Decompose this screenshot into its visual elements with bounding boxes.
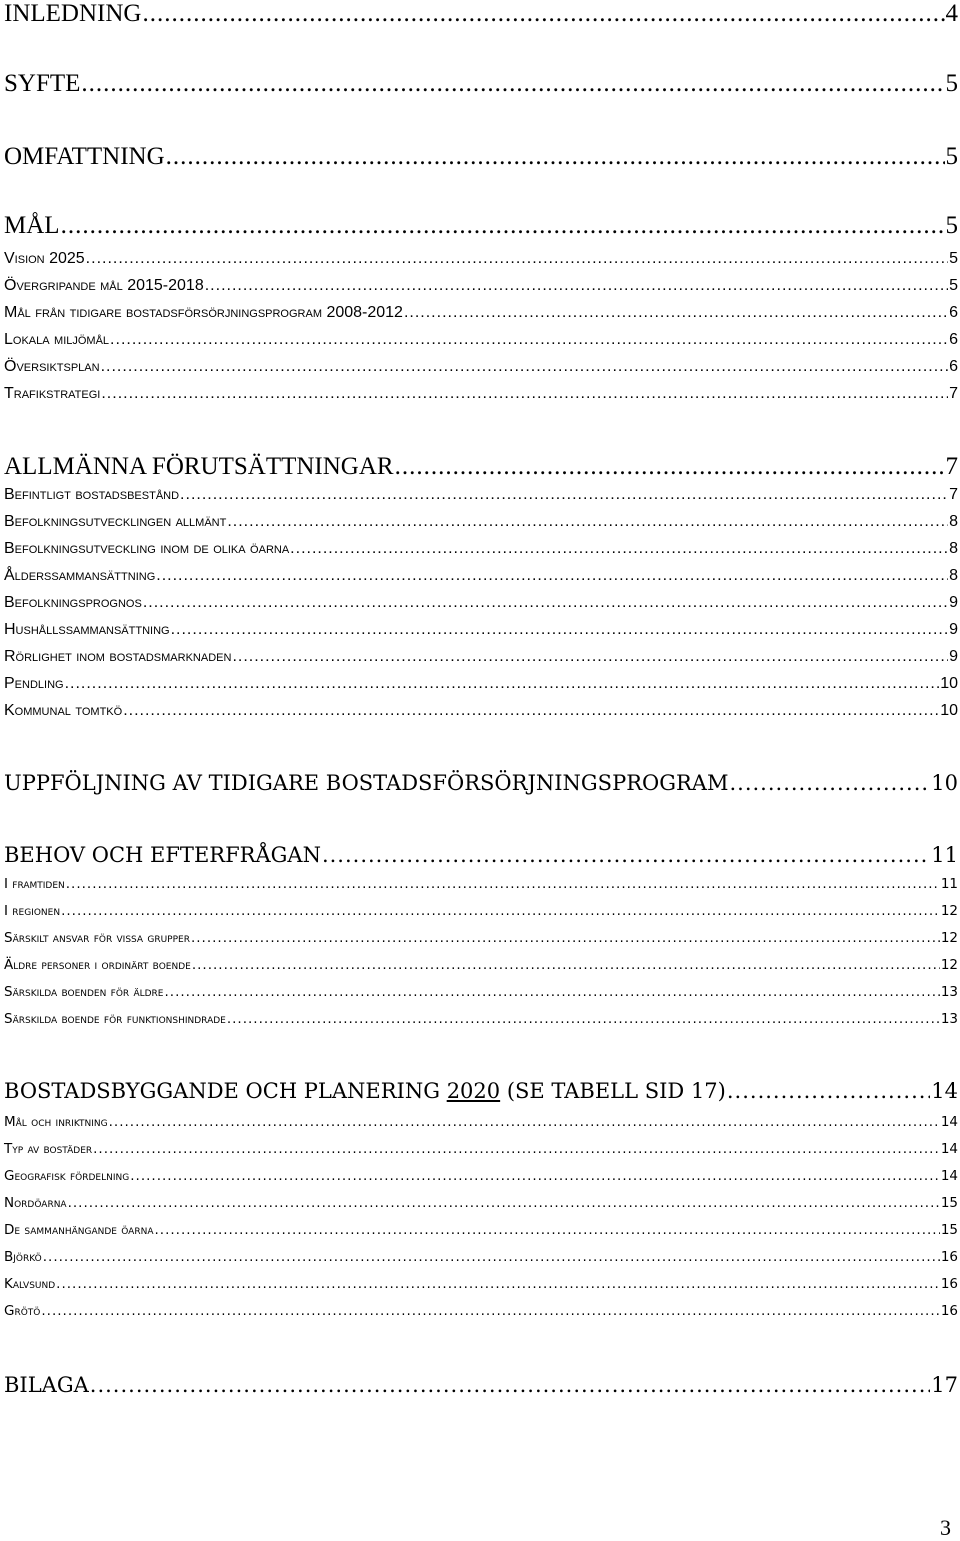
toc-entry-page: 10	[940, 675, 958, 692]
dot-leader	[43, 1249, 940, 1265]
toc-entry[interactable]	[4, 143, 958, 173]
dot-leader	[395, 453, 945, 481]
toc-entry-page: 4	[945, 0, 958, 27]
dot-leader	[123, 702, 939, 720]
toc-entry[interactable]	[4, 702, 958, 722]
toc-entry[interactable]	[4, 1276, 958, 1296]
toc-entry-label: Geografisk fördelning	[4, 1168, 130, 1184]
toc-entry-label: INLEDNING	[4, 0, 142, 27]
dot-leader	[90, 1373, 930, 1397]
toc-entry-label: BEHOV OCH EFTERFRÅGAN	[4, 843, 321, 867]
toc-entry-page: 15	[940, 1222, 958, 1238]
toc-entry-label: Kommunal tomtkö	[4, 702, 123, 719]
dot-leader	[727, 1079, 930, 1103]
toc-entry-page: 5	[949, 277, 958, 294]
toc-entry-page: 14	[940, 1168, 958, 1184]
dot-leader	[61, 212, 945, 240]
dot-leader	[232, 648, 948, 666]
toc-entry-page: 5	[945, 70, 958, 97]
toc-entry-page: 16	[940, 1276, 958, 1292]
toc-entry[interactable]	[4, 540, 958, 560]
dot-leader	[171, 621, 949, 639]
toc-entry-label: De sammanhängande öarna	[4, 1222, 154, 1238]
toc-entry-page: 12	[940, 957, 958, 973]
dot-leader	[227, 513, 948, 531]
toc-entry[interactable]	[4, 453, 958, 483]
toc-entry-label: Nordöarna	[4, 1195, 67, 1211]
toc-entry-page: 12	[940, 903, 958, 919]
dot-leader	[101, 358, 949, 376]
toc-entry-label: Pendling	[4, 675, 64, 692]
dot-leader	[205, 277, 948, 295]
toc-entry[interactable]	[4, 358, 958, 378]
toc-entry[interactable]	[4, 1141, 958, 1161]
toc-entry[interactable]	[4, 876, 958, 896]
toc-entry[interactable]	[4, 486, 958, 506]
toc-entry-page: 13	[940, 1011, 958, 1027]
toc-entry[interactable]	[4, 1249, 958, 1269]
toc-entry-page: 6	[949, 358, 958, 375]
dot-leader	[180, 486, 948, 504]
toc-entry[interactable]	[4, 0, 958, 30]
toc-entry-label: Mål från tidigare bostadsförsörjningsprogram 2008-2012	[4, 304, 403, 321]
dot-leader	[109, 1114, 940, 1130]
toc-entry-label: Rörlighet inom bostadsmarknaden	[4, 648, 232, 665]
toc-entry[interactable]	[4, 513, 958, 533]
toc-entry-page: 10	[931, 771, 958, 795]
toc-entry[interactable]	[4, 843, 958, 873]
toc-entry-label: MÅL	[4, 212, 60, 239]
toc-entry[interactable]	[4, 621, 958, 641]
toc-entry-label: Befolkningsutveckling inom de olika öarna	[4, 540, 290, 557]
toc-entry-label: Översiktsplan	[4, 358, 100, 375]
toc-entry-label: SYFTE	[4, 70, 81, 97]
dot-leader	[192, 957, 940, 973]
toc-entry-page: 6	[949, 331, 958, 348]
toc-entry-page: 11	[931, 843, 958, 867]
toc-entry-label: Befolkningsutvecklingen allmänt	[4, 513, 227, 530]
dot-leader	[65, 675, 940, 693]
toc-entry[interactable]	[4, 984, 958, 1004]
toc-entry[interactable]	[4, 1303, 958, 1323]
toc-entry[interactable]	[4, 957, 958, 977]
toc-entry[interactable]	[4, 648, 958, 668]
toc-entry-label: Mål och inriktning	[4, 1114, 108, 1130]
toc-entry-page: 10	[940, 702, 958, 719]
toc-entry-label: Särskilt ansvar för vissa grupper	[4, 930, 190, 946]
dot-leader	[165, 984, 940, 1000]
dot-leader	[227, 1011, 940, 1027]
toc-entry-page: 16	[940, 1303, 958, 1319]
toc-entry-page: 17	[931, 1373, 958, 1397]
toc-entry[interactable]	[4, 304, 958, 324]
dot-leader	[290, 540, 948, 558]
toc-entry-label: Befolkningsprognos	[4, 594, 142, 611]
dot-leader	[729, 771, 930, 795]
toc-entry-label: Trafikstrategi	[4, 385, 101, 402]
dot-leader	[130, 1168, 940, 1184]
dot-leader	[142, 0, 944, 28]
dot-leader	[110, 331, 948, 349]
toc-entry-label: Lokala miljömål	[4, 331, 110, 348]
dot-leader	[143, 594, 948, 612]
toc-entry-label: Äldre personer i ordinärt boende	[4, 957, 191, 973]
toc-entry[interactable]	[4, 1011, 958, 1031]
toc-entry[interactable]	[4, 675, 958, 695]
toc-entry-page: 8	[949, 540, 958, 557]
toc-entry[interactable]	[4, 385, 958, 405]
dot-leader	[322, 843, 930, 867]
toc-entry-label: Ålderssammansättning	[4, 567, 156, 584]
toc-entry[interactable]	[4, 567, 958, 587]
toc-entry[interactable]	[4, 1222, 958, 1242]
toc-entry-label-underlined: 2020	[446, 1079, 501, 1103]
toc-entry-page: 8	[949, 567, 958, 584]
toc-entry[interactable]	[4, 277, 958, 297]
toc-entry[interactable]	[4, 212, 958, 242]
toc-entry-page: 5	[945, 212, 958, 239]
toc-entry-label: ALLMÄNNA FÖRUTSÄTTNINGAR	[4, 453, 394, 480]
toc-entry[interactable]	[4, 1114, 958, 1134]
dot-leader	[154, 1222, 939, 1238]
dot-leader	[93, 1141, 940, 1157]
toc-entry-label: OMFATTNING	[4, 143, 165, 170]
toc-entry-label: Hushållssammansättning	[4, 621, 170, 638]
dot-leader	[41, 1303, 939, 1319]
dot-leader	[86, 250, 948, 268]
dot-leader	[68, 1195, 940, 1211]
toc-entry-page: 9	[949, 621, 958, 638]
toc-entry-label: I regionen	[4, 903, 61, 919]
toc-entry-page: 7	[949, 385, 958, 402]
toc-entry-label: UPPFÖLJNING AV TIDIGARE BOSTADSFÖRSÖRJNINGSPROGRAM	[4, 771, 729, 795]
toc-entry-page: 16	[940, 1249, 958, 1265]
toc-entry[interactable]	[4, 250, 958, 270]
dot-leader	[166, 143, 945, 171]
toc-entry-label: Övergripande mål 2015-2018	[4, 277, 204, 294]
toc-entry-page: 11	[940, 876, 958, 892]
toc-entry-label: Särskilda boenden för äldre	[4, 984, 164, 1000]
toc-entry[interactable]	[4, 1168, 958, 1188]
toc-entry-label: I framtiden	[4, 876, 65, 892]
dot-leader	[101, 385, 948, 403]
toc-entry-label-tail: (SE TABELL SID 17)	[500, 1079, 726, 1103]
toc-entry[interactable]	[4, 1079, 958, 1109]
dot-leader	[404, 304, 948, 322]
toc-entry[interactable]	[4, 930, 958, 950]
toc-entry-page: 14	[940, 1114, 958, 1130]
toc-entry-page: 9	[949, 648, 958, 665]
toc-entry-page: 13	[940, 984, 958, 1000]
toc-entry-label: Vision 2025	[4, 250, 85, 267]
dot-leader	[56, 1276, 940, 1292]
toc-entry-page: 12	[940, 930, 958, 946]
toc-entry-label: BOSTADSBYGGANDE OCH PLANERING 2020 (SE TABELL SID 17)	[4, 1079, 726, 1103]
dot-leader	[61, 903, 940, 919]
toc-entry[interactable]	[4, 903, 958, 923]
toc-entry[interactable]	[4, 331, 958, 351]
toc-entry-page: 14	[940, 1141, 958, 1157]
toc-entry-page: 5	[949, 250, 958, 267]
toc-entry-page: 7	[945, 453, 958, 480]
dot-leader	[66, 876, 940, 892]
toc-entry-label: Typ av bostäder	[4, 1141, 93, 1157]
toc-entry[interactable]	[4, 70, 958, 100]
toc-entry[interactable]	[4, 771, 958, 801]
toc-entry[interactable]	[4, 1195, 958, 1215]
toc-entry-label: Särskilda boende för funktionshindrade	[4, 1011, 226, 1027]
toc-entry-page: 5	[945, 143, 958, 170]
dot-leader	[191, 930, 940, 946]
toc-entry[interactable]	[4, 1373, 958, 1403]
page-number: 3	[940, 1515, 951, 1540]
dot-leader	[81, 70, 944, 98]
toc-entry-label: Kalvsund	[4, 1276, 56, 1292]
toc-entry-page: 6	[949, 304, 958, 321]
dot-leader	[156, 567, 948, 585]
toc-entry-page: 9	[949, 594, 958, 611]
toc-entry-page: 8	[949, 513, 958, 530]
toc-entry-label: Grötö	[4, 1303, 41, 1319]
toc-entry[interactable]	[4, 594, 958, 614]
toc-entry-page: 15	[940, 1195, 958, 1211]
toc-entry-label: Björkö	[4, 1249, 42, 1265]
toc-entry-label: Befintligt bostadsbestånd	[4, 486, 180, 503]
toc-entry-label: BILAGA	[4, 1373, 89, 1397]
toc-entry-page: 14	[931, 1079, 958, 1103]
toc-entry-page: 7	[949, 486, 958, 503]
